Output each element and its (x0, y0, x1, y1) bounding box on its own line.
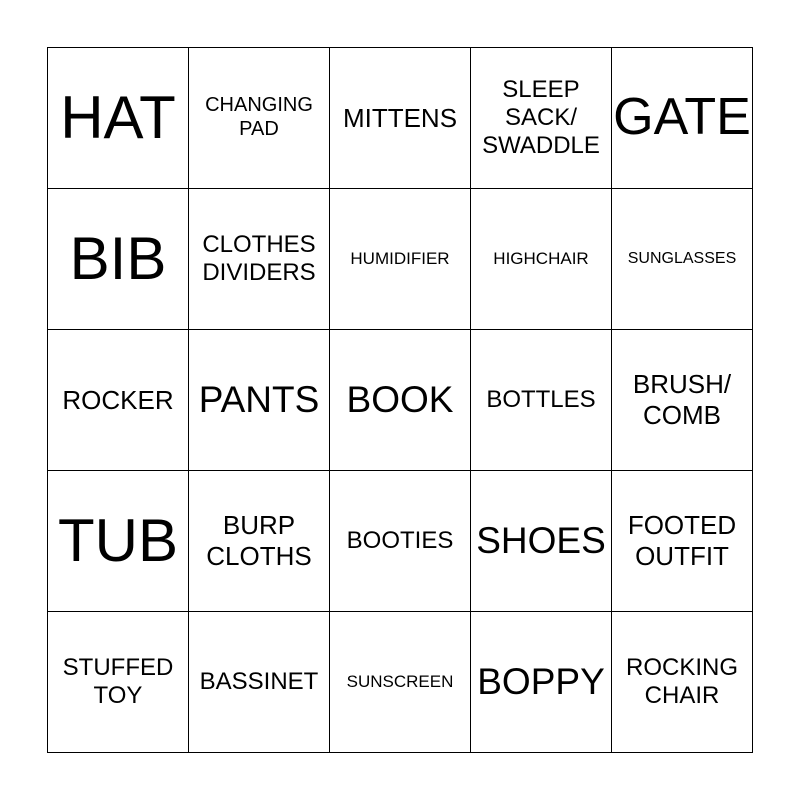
bingo-cell[interactable] (48, 330, 189, 471)
cell-label: HIGHCHAIR (493, 248, 589, 268)
bingo-cell[interactable] (48, 48, 189, 189)
cell-label: BOOK (346, 379, 454, 421)
bingo-cell[interactable] (471, 330, 612, 471)
bingo-cell[interactable] (612, 330, 753, 471)
bingo-cell[interactable] (48, 471, 189, 612)
cell-label: BOTTLES (486, 385, 596, 413)
bingo-cell[interactable] (330, 612, 471, 753)
bingo-cell[interactable] (612, 471, 753, 612)
bingo-cell[interactable] (189, 48, 330, 189)
cell-label: MITTENS (342, 102, 458, 133)
bingo-cell[interactable] (330, 48, 471, 189)
bingo-cell[interactable] (48, 612, 189, 753)
bingo-cell[interactable] (189, 612, 330, 753)
bingo-cell[interactable] (189, 189, 330, 330)
bingo-cell[interactable] (189, 471, 330, 612)
bingo-cell[interactable] (471, 612, 612, 753)
cell-label: STUFFED TOY (62, 653, 174, 709)
bingo-board (47, 47, 753, 753)
bingo-cell[interactable] (189, 330, 330, 471)
bingo-cell[interactable] (48, 189, 189, 330)
bingo-cell[interactable] (471, 189, 612, 330)
cell-label: BIB (69, 224, 167, 292)
cell-label: BRUSH/ COMB (632, 369, 732, 430)
cell-label: ROCKER (62, 384, 174, 415)
bingo-cell[interactable] (330, 189, 471, 330)
cell-label: SHOES (476, 520, 606, 562)
cell-label: SUNSCREEN (346, 671, 454, 691)
cell-label: BURP CLOTHS (206, 510, 312, 571)
bingo-cell[interactable] (612, 612, 753, 753)
cell-label: BOOTIES (346, 526, 454, 554)
bingo-cell[interactable] (330, 330, 471, 471)
cell-label: TUB (58, 506, 178, 574)
cell-label: PANTS (198, 379, 320, 421)
cell-label: GATE (613, 88, 751, 147)
cell-label: FOOTED OUTFIT (627, 510, 737, 571)
cell-label: SLEEP SACK/ SWADDLE (482, 75, 600, 160)
cell-label: HAT (60, 83, 176, 151)
cell-label: CHANGING PAD (205, 94, 313, 140)
cell-label: BOPPY (477, 661, 605, 703)
bingo-cell[interactable] (471, 471, 612, 612)
bingo-cell[interactable] (612, 189, 753, 330)
cell-label: CLOTHES DIVIDERS (202, 230, 316, 286)
bingo-cell[interactable] (471, 48, 612, 189)
cell-label: ROCKING CHAIR (625, 653, 738, 709)
cell-label: SUNGLASSES (627, 249, 737, 267)
bingo-cell[interactable] (330, 471, 471, 612)
cell-label: HUMIDIFIER (350, 248, 450, 268)
bingo-cell[interactable] (612, 48, 753, 189)
cell-label: BASSINET (199, 667, 319, 695)
